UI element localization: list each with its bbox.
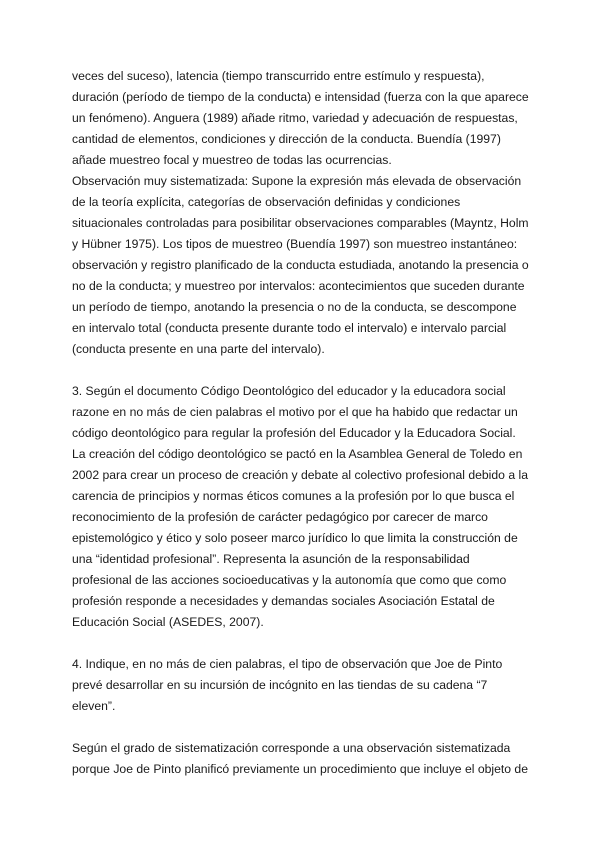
text-line: un período de tiempo, anotando la presencia o no de la conducta, se descompone xyxy=(72,300,517,314)
text-line: cantidad de elementos, condiciones y dirección de la conducta. Buendía (1997) xyxy=(72,132,501,146)
text-line: situacionales controladas para posibilitar observaciones comparables (Mayntz, Holm xyxy=(72,216,529,230)
text-line: código deontológico para regular la profesión del Educador y la Educadora Social. xyxy=(72,426,516,440)
text-line: epistemológico y ético y solo poseer marco jurídico lo que limita la construcción de xyxy=(72,531,518,545)
text-line: profesión responde a necesidades y demandas sociales Asociación Estatal de xyxy=(72,594,495,608)
text-line: no de la conducta; y muestreo por intervalos: acontecimientos que suceden durante xyxy=(72,279,525,293)
text-line: La creación del código deontológico se pactó en la Asamblea General de Toledo en xyxy=(72,447,523,461)
paragraph-question-3 xyxy=(72,381,528,633)
text-line: en intervalo total (conducta presente durante todo el intervalo) e intervalo parcial xyxy=(72,321,507,335)
text-line: Educación Social (ASEDES, 2007). xyxy=(72,615,264,629)
text-line: 2002 para crear un proceso de creación y debate al colectivo profesional debido a la xyxy=(72,468,528,482)
text-line: un fenómeno). Anguera (1989) añade ritmo, variedad y adecuación de respuestas, xyxy=(72,111,518,125)
text-line: y Hübner 1975). Los tipos de muestreo (Buendía 1997) son muestreo instantáneo: xyxy=(72,237,518,251)
text-line: veces del suceso), latencia (tiempo transcurrido entre estímulo y respuesta), xyxy=(72,69,485,83)
text-line: reconocimiento de la profesión de carácter pedagógico por carecer de marco xyxy=(72,510,488,524)
paragraph-spacer xyxy=(72,633,528,654)
paragraph-spacer xyxy=(72,717,528,738)
text-line: añade muestreo focal y muestreo de todas las ocurrencias. xyxy=(72,153,392,167)
text-line: duración (período de tiempo de la conducta) e intensidad (fuerza con la que aparece xyxy=(72,90,529,104)
paragraph-answer-4 xyxy=(72,738,528,780)
text-line: 4. Indique, en no más de cien palabras, el tipo de observación que Joe de Pinto xyxy=(72,657,503,671)
text-line: profesional de las acciones socioeducativas y la autonomía que como que como xyxy=(72,573,507,587)
text-line: observación y registro planificado de la conducta estudiada, anotando la presencia o xyxy=(72,258,529,272)
text-line: eleven”. xyxy=(72,699,116,713)
document-body xyxy=(72,66,528,780)
text-line: Observación muy sistematizada: Supone la expresión más elevada de observación xyxy=(72,174,522,188)
text-line: razone en no más de cien palabras el motivo por el que ha habido que redactar un xyxy=(72,405,518,419)
paragraph-spacer xyxy=(72,360,528,381)
text-line: (conducta presente en una parte del intervalo). xyxy=(72,342,325,356)
paragraph-question-4 xyxy=(72,654,528,717)
text-line: porque Joe de Pinto planificó previamente un procedimiento que incluye el objeto de xyxy=(72,762,528,776)
text-line: prevé desarrollar en su incursión de incógnito en las tiendas de su cadena “7 xyxy=(72,678,488,692)
text-line: Según el grado de sistematización corresponde a una observación sistematizada xyxy=(72,741,511,755)
text-line: 3. Según el documento Código Deontológico del educador y la educadora social xyxy=(72,384,506,398)
text-line: de la teoría explícita, categorías de observación definidas y condiciones xyxy=(72,195,461,209)
text-line: una “identidad profesional”. Representa la asunción de la responsabilidad xyxy=(72,552,470,566)
paragraph-observation-types xyxy=(72,66,528,360)
text-line: carencia de principios y normas éticos comunes a la profesión por lo que busca el xyxy=(72,489,515,503)
